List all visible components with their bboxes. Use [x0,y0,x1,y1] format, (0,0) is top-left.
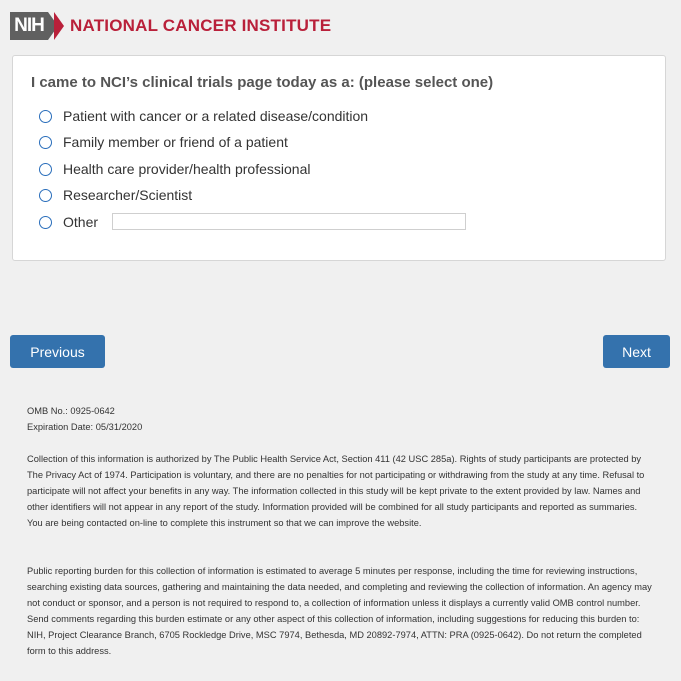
burden-notice [27,563,655,659]
nih-logo [10,12,48,40]
omb-info [27,403,655,435]
radio-patient[interactable] [39,110,52,123]
authorization-paragraph: Collection of this information is authorized by The Public Health Service Act, Section 411 (42 USC 285a). Rights of study participants are protected by The Privacy Act of 1974. Participation is voluntary, and there are no penalties for not participating or withdrawing from the study at any time. Refusal to participate will not affect your benefits in any way. The information collected in this study will be kept private to the extent provided by law. Names and other identifiers will not appear in any report of the study. Information provided will be combined for all study participants and reported as summaries. You are being contacted on-line to complete this instrument so that we can improve the website. [27,454,645,528]
radio-family[interactable] [39,136,52,149]
nci-header [10,11,331,41]
authorization-notice [27,451,655,531]
question-text: I came to NCI’s clinical trials page today as a: (please select one) [31,74,494,91]
institute-name: NATIONAL CANCER INSTITUTE [70,16,332,35]
option-label: Family member or friend of a patient [63,134,288,150]
option-label: Other [63,214,99,230]
nih-logo-arrow-accent [54,12,64,40]
radio-researcher[interactable] [39,189,52,202]
option-patient[interactable] [39,108,368,124]
option-provider[interactable] [39,161,310,177]
option-other[interactable] [39,214,98,230]
expiration-date: Expiration Date: 05/31/2020 [27,422,143,432]
burden-paragraph: Public reporting burden for this collection of information is estimated to average 5 minutes per response, including the time for reviewing instructions, searching existing data sources, gathering and maintaining the data needed, and completing and reviewing the collection of information. An agency may not conduct or sponsor, and a person is not required to respond to, a collection of information unless it displays a currently valid OMB control number. Send comments regarding this burden estimate or any other aspect of this collection of information, including suggestions for reducing this burden to: NIH, Project Clearance Branch, 6705 Rockledge Drive, MSC 7974, Bethesda, MD 20892-7974, ATTN: PRA (0925-0642). Do not return the completed form to this address. [27,566,652,656]
question-card [12,55,666,261]
option-label: Health care provider/health professional [63,161,311,177]
nih-logo-text: NIH [14,15,44,36]
option-label: Patient with cancer or a related disease/condition [63,108,369,124]
option-family[interactable] [39,134,288,150]
option-label: Researcher/Scientist [63,187,193,203]
radio-provider[interactable] [39,163,52,176]
option-researcher[interactable] [39,187,192,203]
previous-button[interactable]: Previous [10,335,105,368]
omb-number: OMB No.: 0925-0642 [27,406,115,416]
other-text-field[interactable] [112,213,466,230]
radio-other[interactable] [39,216,52,229]
next-button[interactable]: Next [603,335,670,368]
